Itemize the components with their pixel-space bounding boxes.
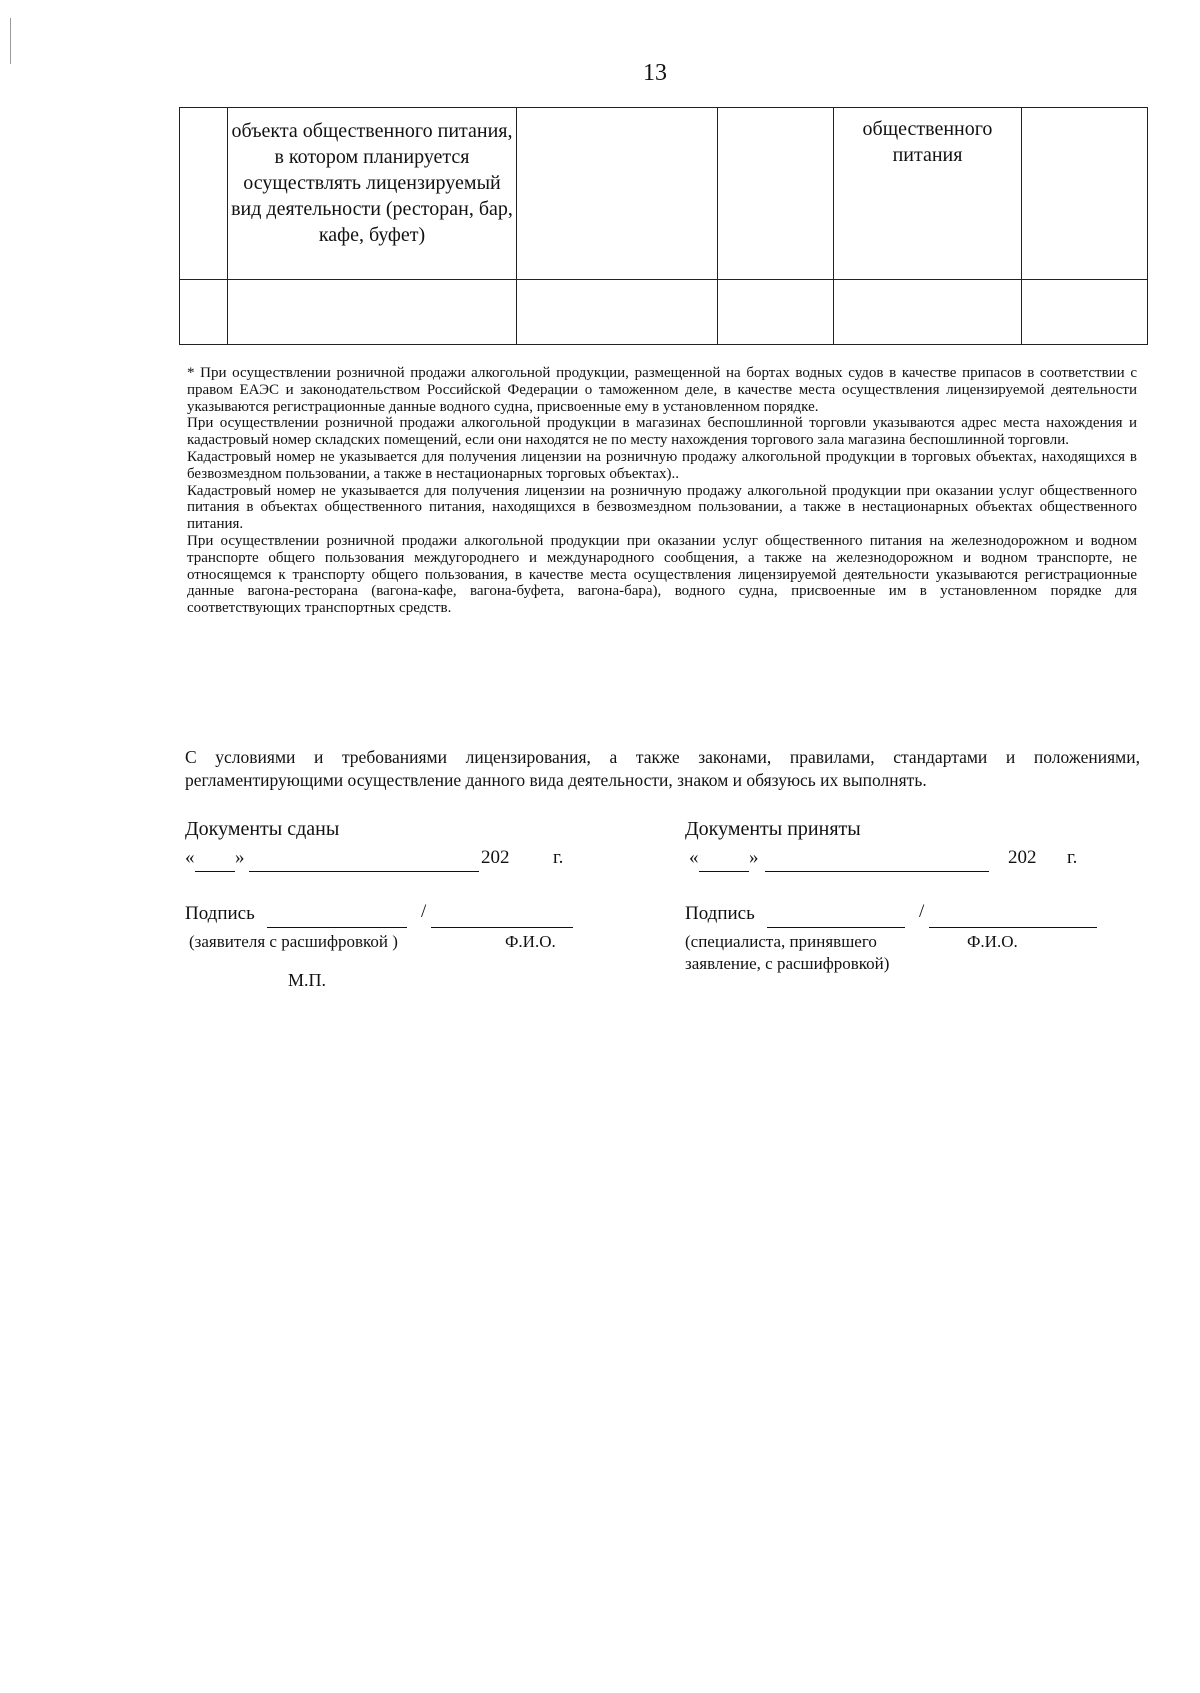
year-prefix: 202 bbox=[481, 847, 510, 868]
documents-accepted-block bbox=[685, 818, 1115, 975]
cell-catering-text: общественного питания bbox=[862, 118, 993, 166]
fio-blank[interactable] bbox=[929, 927, 1097, 928]
quote-open: « bbox=[185, 847, 195, 868]
specialist-caption: (специалиста, принявшего bbox=[685, 932, 877, 951]
footnote-paragraph: * При осуществлении розничной продажи алкогольной продукции, размещенной на бортах водных судов в качестве припасов в соответствии с правом ЕАЭС и законодательством Российской Федерации о таможенном деле, в качестве места осуществления лицензируемой деятельности указываются регистрационные данные водного судна, присвоенные ему в установленном порядке. bbox=[187, 365, 1137, 415]
seal-place-label: М.П. bbox=[288, 970, 327, 990]
signature-line bbox=[185, 899, 585, 929]
page-number: 13 bbox=[643, 60, 667, 86]
footnote-paragraph: При осуществлении розничной продажи алкогольной продукции при оказании услуг общественного питания на железнодорожном и водном транспорте общего пользования междугороднего и международного сообщения, а также на железнодорожном и водном транспорте, не относящемся к транспорту общего пользования, в качестве места осуществления лицензируемой деятельности указываются регистрационные данные вагона-ресторана (вагона-кафе, вагона-буфета, вагона-бара), водного судна, присвоенные им в установленном порядке для соответствующих транспортных средств. bbox=[187, 532, 1137, 617]
fio-caption: Ф.И.О. bbox=[505, 932, 556, 951]
table-cell bbox=[180, 280, 228, 345]
footnote bbox=[187, 365, 1137, 617]
signature-slash: / bbox=[421, 901, 427, 922]
table-row bbox=[180, 280, 1148, 345]
quote-open: « bbox=[689, 847, 699, 868]
signature-label: Подпись bbox=[185, 903, 255, 924]
year-suffix: г. bbox=[1067, 847, 1078, 868]
quote-close: » bbox=[235, 847, 245, 868]
day-blank[interactable] bbox=[195, 871, 235, 872]
documents-submitted-block bbox=[185, 818, 585, 953]
applicant-caption: (заявителя с расшифровкой ) bbox=[189, 932, 398, 951]
signature-blank[interactable] bbox=[767, 927, 905, 928]
signature-blank[interactable] bbox=[267, 927, 407, 928]
scan-edge-mark bbox=[10, 18, 11, 64]
year-prefix: 202 bbox=[1008, 847, 1037, 868]
table-cell bbox=[1022, 108, 1148, 280]
fio-caption: Ф.И.О. bbox=[967, 932, 1018, 951]
table-cell bbox=[834, 280, 1022, 345]
table-cell bbox=[228, 280, 517, 345]
table-cell bbox=[180, 108, 228, 280]
signature-label: Подпись bbox=[685, 903, 755, 924]
table-cell bbox=[228, 108, 517, 280]
signature-slash: / bbox=[919, 901, 925, 922]
date-line bbox=[685, 845, 1115, 875]
signature-line bbox=[685, 899, 1115, 929]
day-blank[interactable] bbox=[699, 871, 749, 872]
license-form-table bbox=[179, 107, 1148, 345]
signature-caption bbox=[685, 931, 1115, 975]
month-blank[interactable] bbox=[765, 871, 989, 872]
footnote-paragraph: Кадастровый номер не указывается для получения лицензии на розничную продажу алкогольной продукции в торговых объектах, находящихся в безвозмездном пользовании, а также в нестационарных торговых объектах).. bbox=[187, 448, 1137, 482]
specialist-caption-continued: заявление, с расшифровкой) bbox=[685, 954, 890, 973]
table-cell bbox=[718, 280, 834, 345]
date-line bbox=[185, 845, 585, 875]
month-blank[interactable] bbox=[249, 871, 479, 872]
footnote-paragraph: При осуществлении розничной продажи алкогольной продукции в магазинах беспошлинной торговли указываются адрес места нахождения и кадастровый номер складских помещений, если они находятся не по месту нахождения торгового зала магазина беспошлинной торговли. bbox=[187, 415, 1137, 449]
quote-close: » bbox=[749, 847, 759, 868]
table-cell bbox=[834, 108, 1022, 280]
signature-caption bbox=[185, 931, 585, 953]
table-cell bbox=[517, 108, 718, 280]
fio-blank[interactable] bbox=[431, 927, 573, 928]
documents-accepted-title: Документы приняты bbox=[685, 818, 861, 840]
footnote-paragraph: Кадастровый номер не указывается для получения лицензии на розничную продажу алкогольной продукции при оказании услуг общественного питания в объектах общественного питания, находящихся в безвозмездном пользовании, а также в нестационарных объектах общественного питания. bbox=[187, 482, 1137, 533]
documents-submitted-title: Документы сданы bbox=[185, 818, 340, 840]
cell-object-type-text: объекта общественного питания, в котором планируется осуществлять лицензируемый вид деятельности (ресторан, бар, кафе, буфет) bbox=[231, 120, 513, 246]
table-cell bbox=[517, 280, 718, 345]
table-cell bbox=[718, 108, 834, 280]
table-cell bbox=[1022, 280, 1148, 345]
year-suffix: г. bbox=[553, 847, 564, 868]
table-row bbox=[180, 108, 1148, 280]
agreement-statement: С условиями и требованиями лицензирования, а также законами, правилами, стандартами и положениями, регламентирующими осуществление данного вида деятельности, знаком и обязуюсь их выполнять. bbox=[185, 747, 1140, 790]
